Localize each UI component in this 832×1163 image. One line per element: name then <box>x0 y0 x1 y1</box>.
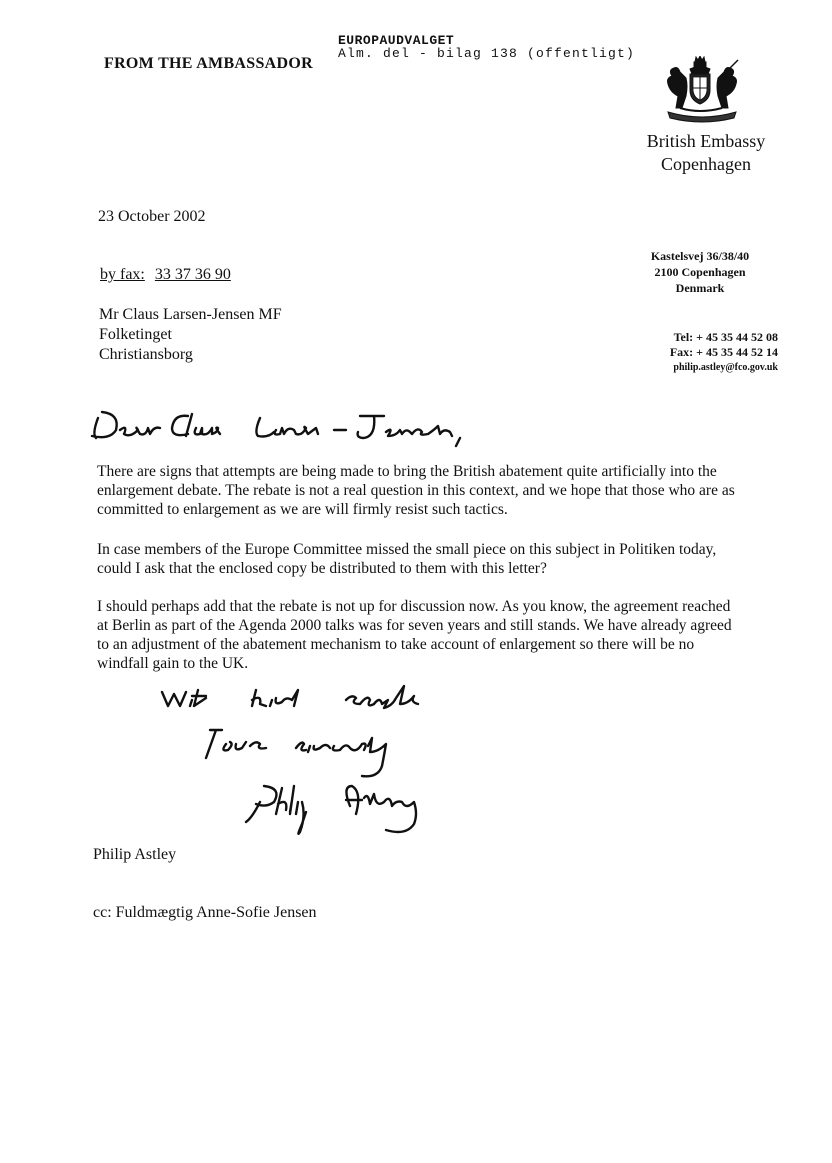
telephone: Tel: + 45 35 44 52 08 <box>673 330 778 344</box>
address-line-1: Kastelsvej 36/38/40 <box>650 249 750 263</box>
fax-number: 33 37 36 90 <box>154 266 231 283</box>
recipient-name: Mr Claus Larsen-Jensen MF <box>99 306 282 323</box>
embassy-line-1: British Embassy <box>646 131 766 151</box>
from-heading: FROM THE AMBASSADOR <box>104 55 313 72</box>
embassy-address <box>620 248 780 296</box>
registry-stamp <box>338 34 635 60</box>
cc-line: cc: Fuldmægtig Anne-Sofie Jensen <box>93 904 317 921</box>
paragraph-2: In case members of the Europe Committee missed the small piece on this subject in Politiken today, could I ask that the enclosed copy be distributed to them with this letter? <box>97 541 717 577</box>
recipient-org: Folketinget <box>99 326 172 343</box>
handwritten-salutation <box>88 404 478 454</box>
embassy-contact <box>626 330 778 375</box>
address-line-2: 2100 Copenhagen <box>654 265 746 279</box>
stamp-committee: EUROPAUDVALGET <box>338 33 455 48</box>
address-line-3: Denmark <box>675 281 725 295</box>
signatory-name: Philip Astley <box>93 846 177 863</box>
recipient-block <box>99 305 282 365</box>
letter-date: 23 October 2002 <box>98 208 206 225</box>
paragraph-1: There are signs that attempts are being made to bring the British abatement quite artificially into the enlargement debate. The rebate is not a real question in this context, and we hope that those who are as committed to enlargement as we are will firmly resist such tactics. <box>97 463 735 518</box>
fax-label: by fax: <box>100 266 145 283</box>
handwritten-closing-signature <box>156 682 446 842</box>
stamp-reference: Alm. del - bilag 138 (offentligt) <box>338 46 636 61</box>
embassy-line-2: Copenhagen <box>661 154 751 174</box>
fax: Fax: + 45 35 44 52 14 <box>669 345 778 359</box>
embassy-name <box>618 130 794 176</box>
recipient-place: Christiansborg <box>99 346 193 363</box>
fax-line <box>100 266 231 284</box>
paragraph-3: I should perhaps add that the rebate is not up for discussion now. As you know, the agreement reached at Berlin as part of the Agenda 2000 talks was for seven years and still stands. We have already agreed to an adjustment of the abatement mechanism to take account of enlargement so there will be no windfall gain to the UK. <box>97 598 732 672</box>
royal-coat-of-arms-icon <box>660 56 744 124</box>
email: philip.astley@fco.gov.uk <box>673 362 778 373</box>
